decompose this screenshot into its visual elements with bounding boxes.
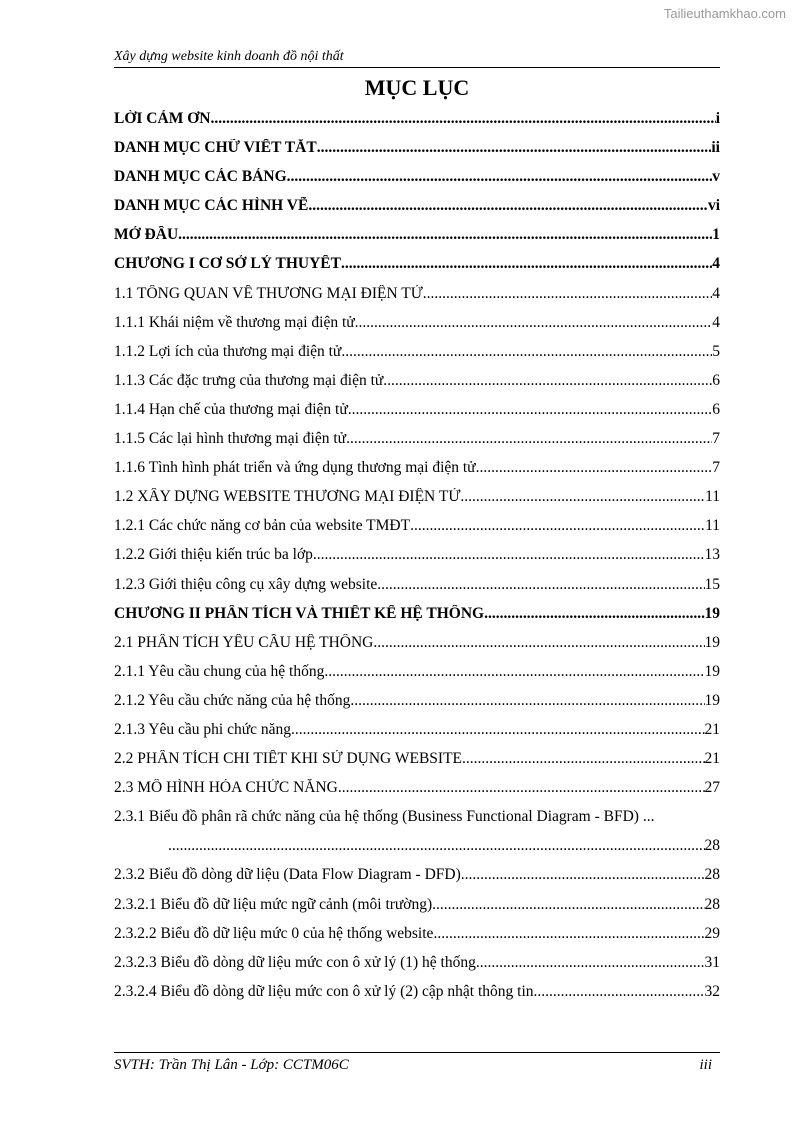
page-footer [114,1052,720,1074]
toc-entry[interactable] [114,168,720,197]
toc-entry-page: 29 [704,924,720,942]
toc-dot-leader [341,255,712,273]
toc-entry-page: 27 [704,779,720,797]
toc-entry[interactable] [114,954,720,983]
toc-dot-leader [476,459,713,477]
toc-entry-title: DANH MỤC CÁC HÌNH VẼ [114,197,309,215]
toc-entry-title: 1.1 TỔNG QUAN VỀ THƯƠNG MẠI ĐIỆN TỬ [114,284,423,302]
toc-entry-title: 1.1.1 Khái niệm về thương mại điện tử [114,313,355,331]
toc-entry[interactable] [114,197,720,226]
toc-entry-page: 19 [704,604,720,622]
toc-entry-title: 2.3 MÔ HÌNH HÓA CHỨC NĂNG [114,779,338,797]
toc-entry[interactable] [114,546,720,575]
toc-dot-leader [348,401,712,419]
toc-dot-leader [308,197,708,215]
toc-entry-title: CHƯƠNG II PHÂN TÍCH VÀ THIẾT KẾ HỆ THỐNG [114,604,485,622]
toc-dot-leader [178,226,712,244]
toc-entry-page: 19 [704,691,720,709]
toc-dot-leader [338,779,705,797]
toc-dot-leader [291,721,705,739]
toc-entry-page: 19 [704,633,720,651]
watermark-text: Tailieuthamkhao.com [663,6,786,21]
toc-entry-title: 1.2.1 Các chức năng cơ bản của website TMĐT [114,517,411,535]
toc-entry[interactable] [114,866,720,895]
toc-entry-page: 11 [705,517,720,535]
toc-dot-leader [324,663,704,681]
toc-entry[interactable] [114,663,720,692]
toc-dot-leader [484,605,704,623]
toc-entry-title: 1.1.5 Các lại hình thương mại điện tử [114,430,347,448]
toc-dot-leader [476,954,705,972]
toc-entry-title: 2.3.2.4 Biểu đồ dòng dữ liệu mức con ô xử lý (2) cập nhật thông tin [114,982,534,1000]
toc-entry[interactable] [114,343,720,372]
toc-dot-leader [317,139,712,157]
toc-entry-title: 2.2 PHÂN TÍCH CHI TIẾT KHI SỬ DỤNG WEBSITE [114,750,463,768]
toc-dot-leader [287,168,713,186]
toc-entry-page: 32 [704,982,720,1000]
table-of-contents [114,110,720,1012]
toc-entry[interactable] [114,808,720,837]
toc-dot-leader [460,488,705,506]
toc-dot-leader [423,285,712,303]
toc-entry-page: 1 [712,226,720,244]
toc-dot-leader [432,896,704,914]
toc-entry-page: v [712,168,720,186]
toc-entry-title: 2.3.2.1 Biểu đồ dữ liệu mức ngữ cảnh (môi trường) [114,895,433,913]
toc-entry[interactable] [114,226,720,255]
toc-entry-page: 7 [712,430,720,448]
toc-entry-title: CHƯƠNG I CƠ SỞ LÝ THUYẾT [114,255,341,273]
toc-entry[interactable] [114,430,720,459]
toc-entry[interactable] [114,634,720,663]
toc-dot-leader [346,430,712,448]
toc-entry[interactable] [114,517,720,546]
toc-entry-page: 6 [712,400,720,418]
toc-entry-page: 28 [704,895,720,913]
toc-entry-page: 31 [704,953,720,971]
toc-entry[interactable] [114,983,720,1012]
toc-entry-title: DANH MỤC CÁC BẢNG [114,168,287,186]
toc-entry-page: 7 [712,459,720,477]
toc-dot-leader [462,750,704,768]
toc-entry[interactable] [114,576,720,605]
toc-entry-page: vi [707,197,720,215]
toc-entry[interactable] [114,372,720,401]
toc-dot-leader [341,343,712,361]
toc-entry-page: 4 [712,313,720,331]
toc-entry-page: 28 [704,866,720,884]
toc-entry-page: 13 [704,546,720,564]
toc-entry-title: 1.1.4 Hạn chế của thương mại điện tử [114,400,348,418]
toc-entry[interactable] [114,779,720,808]
toc-entry-page: 11 [705,488,720,506]
toc-entry-title: 1.1.2 Lợi ích của thương mại điện tử [114,342,342,360]
toc-entry-title: 2.1.2 Yêu cầu chức năng của hệ thống [114,691,351,709]
toc-entry[interactable] [114,837,720,866]
footer-author: SVTH: Trần Thị Lân - Lớp: CCTM06C [114,1057,349,1073]
toc-entry-title: 1.1.6 Tình hình phát triển và ứng dụng thương mại điện tử [114,459,476,477]
toc-entry-page: i [715,110,720,127]
toc-entry-page: 4 [712,255,720,273]
toc-entry-page: 28 [704,837,720,855]
toc-entry[interactable] [114,605,720,634]
toc-entry-page: 4 [712,284,720,302]
page-title: MỤC LỤC [364,75,470,100]
toc-entry[interactable] [114,459,720,488]
toc-dot-leader [168,837,705,855]
toc-entry[interactable] [114,488,720,517]
toc-entry-title: MỞ ĐẦU [114,226,179,244]
toc-dot-leader [410,517,705,535]
toc-entry-page: 21 [704,720,720,738]
toc-entry-title: 2.1.3 Yêu cầu phi chức năng [114,720,291,738]
toc-entry[interactable] [114,110,720,139]
toc-entry-page: 19 [704,662,720,680]
toc-entry-title: 2.3.2.2 Biểu đồ dữ liệu mức 0 của hệ thống website [114,924,434,942]
toc-entry-title: 1.2.3 Giới thiệu công cụ xây dựng website [114,575,378,593]
toc-entry-title: 2.3.1 Biểu đồ phân rã chức năng của hệ thống (Business Functional Diagram - BFD) ... [114,808,655,826]
toc-entry-title: 2.1 PHÂN TÍCH YÊU CẦU HỆ THỐNG [114,633,374,651]
toc-entry-page: 21 [704,750,720,768]
toc-entry[interactable] [114,285,720,314]
toc-entry-page: ii [711,139,720,157]
toc-entry[interactable] [114,721,720,750]
running-header: Xây dựng website kinh doanh đồ nội thất [114,49,720,68]
toc-entry-title: LỜI CẢM ƠN [114,110,211,127]
toc-dot-leader [373,634,704,652]
toc-entry[interactable] [114,925,720,954]
toc-entry-page: 15 [704,575,720,593]
toc-entry-page: 5 [712,342,720,360]
toc-entry-title: 2.1.1 Yêu cầu chung của hệ thống [114,662,325,680]
toc-dot-leader [383,372,712,390]
toc-dot-leader [433,925,704,943]
toc-entry[interactable] [114,401,720,430]
toc-dot-leader [534,983,705,1001]
toc-dot-leader [313,546,705,564]
toc-entry-title: 2.3.2 Biểu đồ dòng dữ liệu (Data Flow Diagram - DFD) [114,866,461,884]
toc-entry[interactable] [114,750,720,779]
toc-dot-leader [355,314,713,332]
toc-entry-page: 6 [712,371,720,389]
toc-entry[interactable] [114,314,720,343]
toc-entry-title: 1.2.2 Giới thiệu kiến trúc ba lớp [114,546,313,564]
toc-entry[interactable] [114,896,720,925]
toc-dot-leader [210,110,715,128]
toc-dot-leader [377,576,704,594]
toc-entry-title: 1.2 XÂY DỰNG WEBSITE THƯƠNG MẠI ĐIỆN TỬ [114,488,461,506]
toc-entry-title: 2.3.2.3 Biểu đồ dòng dữ liệu mức con ô xử lý (1) hệ thống [114,953,476,971]
toc-entry[interactable] [114,255,720,284]
toc-entry[interactable] [114,692,720,721]
toc-dot-leader [461,866,705,884]
toc-dot-leader [350,692,704,710]
toc-entry-title: DANH MỤC CHỮ VIẾT TẮT [114,139,317,157]
toc-entry-title: 1.1.3 Các đặc trưng của thương mại điện tử [114,371,384,389]
toc-entry[interactable] [114,139,720,168]
footer-page-number: iii [699,1057,712,1073]
